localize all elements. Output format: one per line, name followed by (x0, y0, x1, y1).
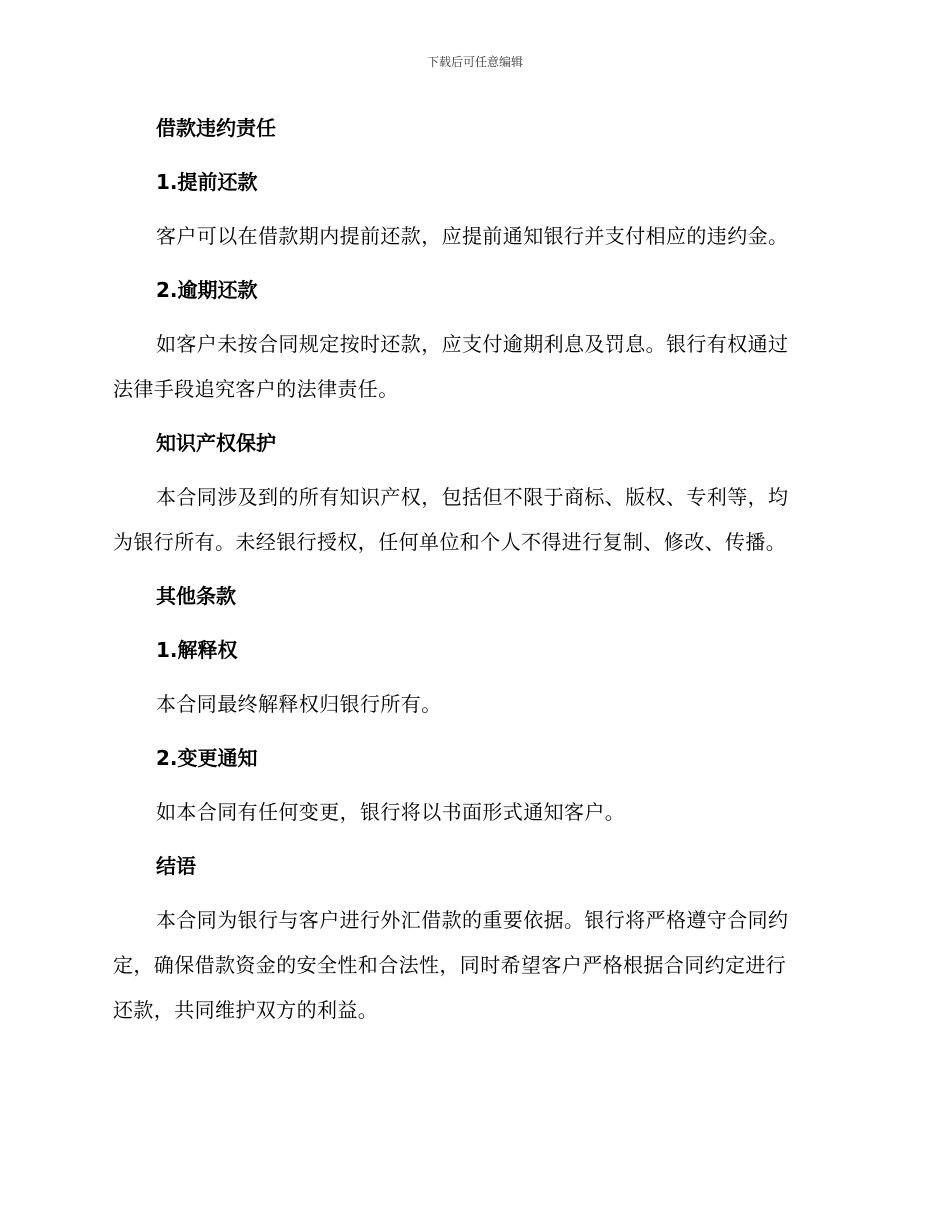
paragraph-line: 如客户未按合同规定按时还款，应支付逾期利息及罚息。银行有权通过 (156, 332, 789, 356)
section-heading-conclusion: 结语 (156, 854, 196, 878)
paragraph-ip (113, 481, 833, 558)
subheading-change-notice: 2.变更通知 (156, 746, 258, 770)
header-note: 下载后可任意编辑 (426, 55, 523, 69)
paragraph-overdue-repayment (113, 328, 833, 405)
paragraph-line: 本合同涉及到的所有知识产权，包括但不限于商标、版权、专利等，均 (156, 485, 789, 509)
paragraph-line: 为银行所有。未经银行授权，任何单位和个人不得进行复制、修改、传播。 (113, 530, 787, 554)
subheading-overdue-repayment: 2.逾期还款 (156, 278, 258, 302)
section-heading-breach: 借款违约责任 (156, 116, 276, 140)
subheading-early-repayment: 1.提前还款 (156, 170, 258, 194)
paragraph-line: 客户可以在借款期内提前还款，应提前通知银行并支付相应的违约金。 (156, 224, 789, 248)
paragraph-interpretation (113, 688, 833, 720)
section-heading-other: 其他条款 (156, 584, 236, 608)
paragraph-line: 本合同为银行与客户进行外汇借款的重要依据。银行将严格遵守合同约 (156, 908, 789, 932)
paragraph-conclusion (113, 904, 833, 1026)
paragraph-line: 法律手段追究客户的法律责任。 (113, 377, 399, 401)
paragraph-line: 本合同最终解释权归银行所有。 (156, 692, 442, 716)
paragraph-line: 还款，共同维护双方的利益。 (113, 998, 379, 1022)
document-body (113, 112, 833, 1048)
subheading-interpretation: 1.解释权 (156, 638, 238, 662)
section-heading-ip: 知识产权保护 (156, 431, 276, 455)
paragraph-line: 定，确保借款资金的安全性和合法性，同时希望客户严格根据合同约定进行 (113, 953, 787, 977)
paragraph-line: 如本合同有任何变更，银行将以书面形式通知客户。 (156, 800, 626, 824)
paragraph-early-repayment (113, 220, 833, 252)
paragraph-change-notice (113, 796, 833, 828)
